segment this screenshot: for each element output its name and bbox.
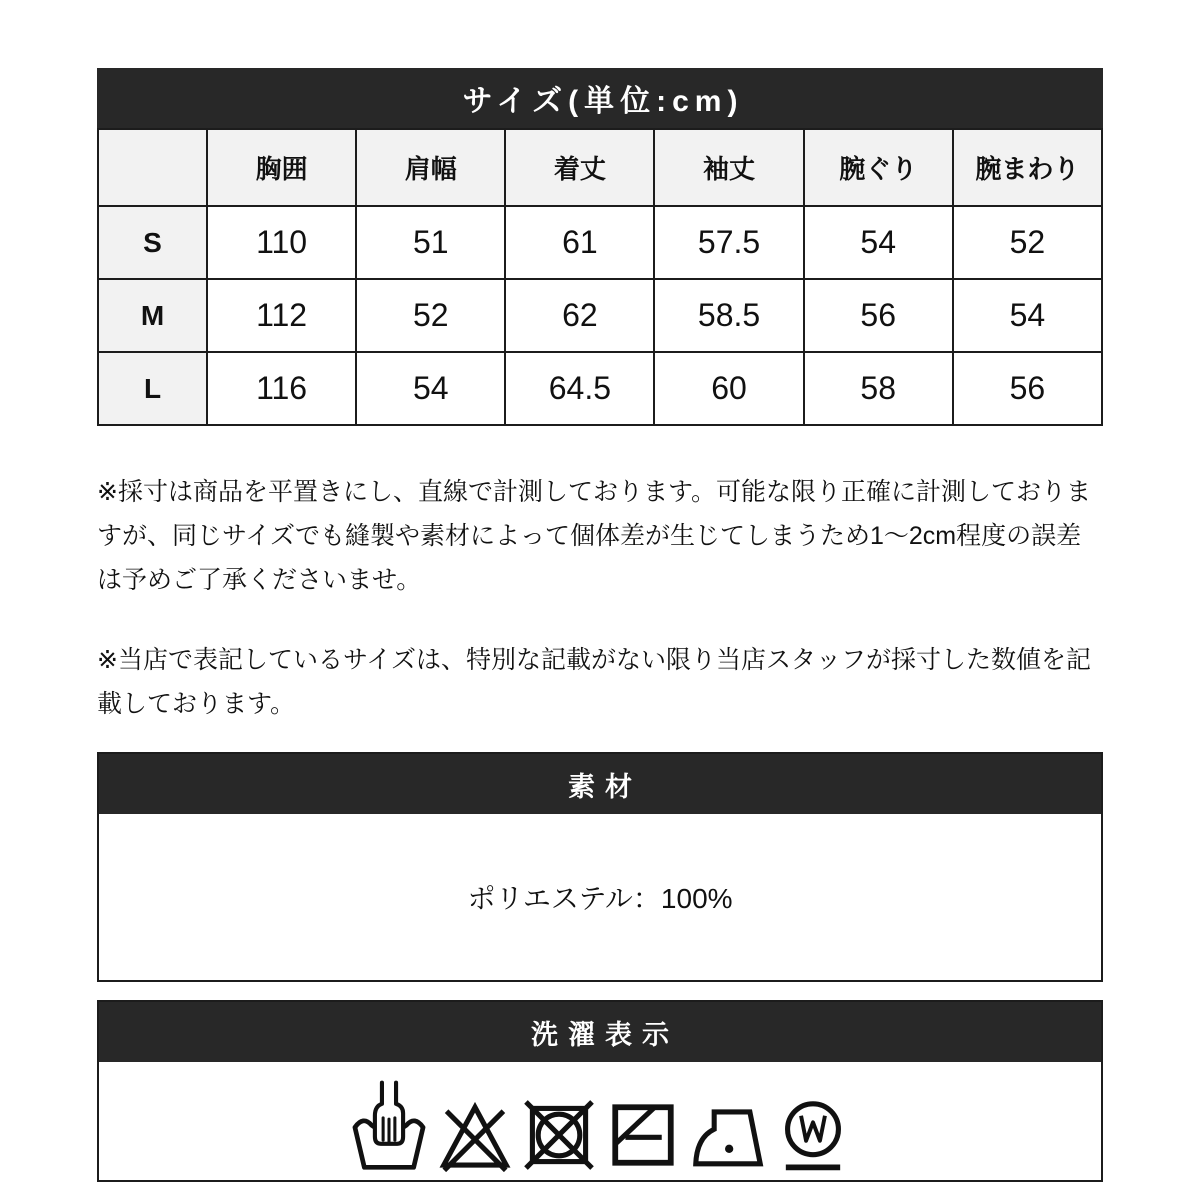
size-cell: 112 xyxy=(207,279,356,352)
col-header-length: 着丈 xyxy=(505,129,654,206)
col-header-chest: 胸囲 xyxy=(207,129,356,206)
col-header-sleeve: 袖丈 xyxy=(654,129,803,206)
size-cell: 64.5 xyxy=(505,352,654,425)
hand-wash-icon xyxy=(350,1078,428,1172)
professional-wet-cleaning-icon xyxy=(776,1098,850,1172)
table-row-m xyxy=(98,279,1102,352)
size-cell: 58.5 xyxy=(654,279,803,352)
material-section-title: 素材 xyxy=(99,754,1101,814)
laundry-section-title: 洗濯表示 xyxy=(99,1002,1101,1062)
col-header-shoulder: 肩幅 xyxy=(356,129,505,206)
size-cell: 58 xyxy=(804,352,953,425)
iron-low-heat-icon xyxy=(690,1098,766,1172)
product-info-sheet xyxy=(97,0,1103,1182)
do-not-tumble-dry-icon xyxy=(522,1098,596,1172)
size-cell: 52 xyxy=(953,206,1102,279)
size-row-label: L xyxy=(98,352,207,425)
dry-flat-in-shade-icon xyxy=(606,1098,680,1172)
table-row-s xyxy=(98,206,1102,279)
size-cell: 56 xyxy=(953,352,1102,425)
measurement-note: ※採寸は商品を平置きにし、直線で計測しております。可能な限り正確に計測しておりますが、同じサイズでも縫製や素材によって個体差が生じてしまうため1～2cm程度の誤差は予めご了承くださいませ。 xyxy=(97,478,1091,594)
size-row-label: M xyxy=(98,279,207,352)
size-cell: 56 xyxy=(804,279,953,352)
size-cell: 57.5 xyxy=(654,206,803,279)
size-cell: 54 xyxy=(953,279,1102,352)
laundry-section xyxy=(97,1000,1103,1182)
size-cell: 110 xyxy=(207,206,356,279)
size-row-label: S xyxy=(98,206,207,279)
size-cell: 61 xyxy=(505,206,654,279)
size-cell: 54 xyxy=(356,352,505,425)
size-table-corner-cell xyxy=(98,129,207,206)
table-row-l xyxy=(98,352,1102,425)
material-section xyxy=(97,752,1103,982)
size-cell: 116 xyxy=(207,352,356,425)
size-cell: 52 xyxy=(356,279,505,352)
size-section-title: サイズ(単位:cm) xyxy=(97,68,1103,128)
staff-measurement-note: ※当店で表記しているサイズは、特別な記載がない限り当店スタッフが採寸した数値を記載しております。 xyxy=(97,646,1091,718)
size-cell: 54 xyxy=(804,206,953,279)
col-header-arm: 腕まわり xyxy=(953,129,1102,206)
material-value: ポリエステル：100% xyxy=(99,814,1101,980)
size-cell: 60 xyxy=(654,352,803,425)
col-header-armhole: 腕ぐり xyxy=(804,129,953,206)
size-cell: 51 xyxy=(356,206,505,279)
do-not-bleach-icon xyxy=(438,1098,512,1172)
size-table xyxy=(97,128,1103,426)
size-table-header-row xyxy=(98,129,1102,206)
size-cell: 62 xyxy=(505,279,654,352)
care-symbols-row xyxy=(99,1062,1101,1180)
